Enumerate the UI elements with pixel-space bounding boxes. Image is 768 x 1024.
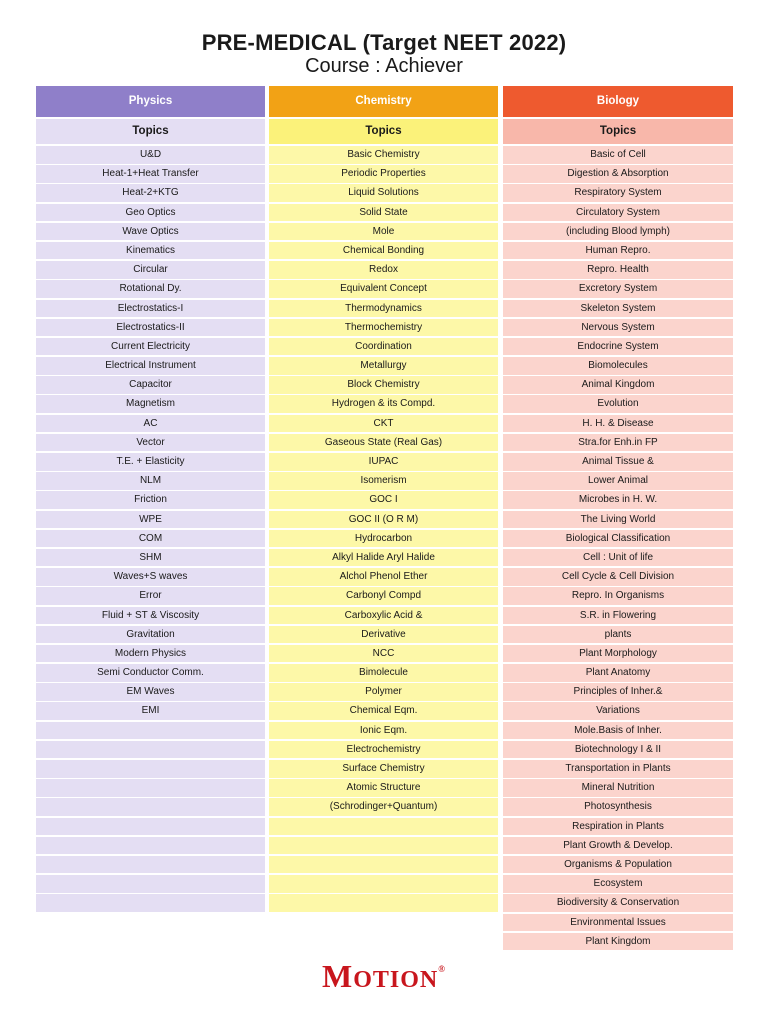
topic-cell: U&D xyxy=(36,146,265,164)
topic-cell xyxy=(269,818,498,836)
topic-cell: Liquid Solutions xyxy=(269,184,498,202)
topic-cell: Chemical Eqm. xyxy=(269,702,498,720)
topic-cell xyxy=(36,779,265,797)
topic-cell: Thermochemistry xyxy=(269,319,498,337)
topic-cell: EM Waves xyxy=(36,683,265,701)
topic-cell: Metallurgy xyxy=(269,357,498,375)
topic-cell: Friction xyxy=(36,491,265,509)
topic-cell: Waves+S waves xyxy=(36,568,265,586)
chemistry-topic-list xyxy=(269,146,498,912)
topic-cell: Derivative xyxy=(269,626,498,644)
topic-cell: Plant Morphology xyxy=(503,645,733,663)
physics-topic-list xyxy=(36,146,265,912)
topic-cell xyxy=(36,856,265,874)
topic-cell: Heat-1+Heat Transfer xyxy=(36,165,265,183)
topic-cell xyxy=(36,818,265,836)
topic-cell: Digestion & Absorption xyxy=(503,165,733,183)
topic-cell: Animal Kingdom xyxy=(503,376,733,394)
topic-cell: Bimolecule xyxy=(269,664,498,682)
topic-cell: Microbes in H. W. xyxy=(503,491,733,509)
topic-cell: Vector xyxy=(36,434,265,452)
topic-cell: AC xyxy=(36,415,265,433)
topic-cell: Evolution xyxy=(503,395,733,413)
topic-cell: Repro. In Organisms xyxy=(503,587,733,605)
physics-topics-label: Topics xyxy=(36,119,265,144)
topic-cell: Ionic Eqm. xyxy=(269,722,498,740)
topic-cell xyxy=(269,856,498,874)
topic-cell xyxy=(36,722,265,740)
topic-cell: Hydrocarbon xyxy=(269,530,498,548)
chemistry-header: Chemistry xyxy=(269,86,498,117)
topic-cell: The Living World xyxy=(503,511,733,529)
topic-cell: CKT xyxy=(269,415,498,433)
topic-cell: Polymer xyxy=(269,683,498,701)
topic-cell: plants xyxy=(503,626,733,644)
topic-cell: Variations xyxy=(503,702,733,720)
topic-cell: Equivalent Concept xyxy=(269,280,498,298)
topic-cell: Hydrogen & its Compd. xyxy=(269,395,498,413)
topic-cell: (including Blood lymph) xyxy=(503,223,733,241)
topic-cell: Atomic Structure xyxy=(269,779,498,797)
physics-header: Physics xyxy=(36,86,265,117)
motion-logo xyxy=(0,958,768,995)
topic-cell xyxy=(269,837,498,855)
chemistry-topics-label: Topics xyxy=(269,119,498,144)
topic-cell: EMI xyxy=(36,702,265,720)
topic-cell: Photosynthesis xyxy=(503,798,733,816)
topic-cell xyxy=(269,875,498,893)
topic-cell: Coordination xyxy=(269,338,498,356)
logo-initial: M xyxy=(322,958,354,994)
topic-cell: S.R. in Flowering xyxy=(503,607,733,625)
topic-cell: Gravitation xyxy=(36,626,265,644)
topic-cell: Mineral Nutrition xyxy=(503,779,733,797)
topic-cell: Current Electricity xyxy=(36,338,265,356)
topic-cell: Surface Chemistry xyxy=(269,760,498,778)
topic-cell: Error xyxy=(36,587,265,605)
topic-cell: Biomolecules xyxy=(503,357,733,375)
topic-cell: Capacitor xyxy=(36,376,265,394)
chemistry-column xyxy=(269,86,498,914)
topic-cell: Ecosystem xyxy=(503,875,733,893)
topic-cell: Cell : Unit of life xyxy=(503,549,733,567)
topic-cell: Alkyl Halide Aryl Halide xyxy=(269,549,498,567)
topic-cell: (Schrodinger+Quantum) xyxy=(269,798,498,816)
topic-cell: Excretory System xyxy=(503,280,733,298)
topic-cell: T.E. + Elasticity xyxy=(36,453,265,471)
logo-registered-mark: ® xyxy=(438,964,446,974)
topic-cell: Cell Cycle & Cell Division xyxy=(503,568,733,586)
topic-cell: Respiration in Plants xyxy=(503,818,733,836)
topic-cell: NCC xyxy=(269,645,498,663)
topic-cell: Plant Kingdom xyxy=(503,933,733,951)
topic-cell: Carbonyl Compd xyxy=(269,587,498,605)
topic-cell: Redox xyxy=(269,261,498,279)
topic-cell: Rotational Dy. xyxy=(36,280,265,298)
topic-cell xyxy=(269,894,498,912)
topic-cell: GOC II (O R M) xyxy=(269,511,498,529)
topic-cell: Stra.for Enh.in FP xyxy=(503,434,733,452)
topic-cell: Gaseous State (Real Gas) xyxy=(269,434,498,452)
topic-cell: Circulatory System xyxy=(503,204,733,222)
topic-cell: Chemical Bonding xyxy=(269,242,498,260)
topic-cell: Kinematics xyxy=(36,242,265,260)
biology-column xyxy=(503,86,733,952)
topic-cell: Mole.Basis of Inher. xyxy=(503,722,733,740)
topic-cell: Thermodynamics xyxy=(269,300,498,318)
topic-cell: Biotechnology I & II xyxy=(503,741,733,759)
topic-cell: Respiratory System xyxy=(503,184,733,202)
topic-cell: Biological Classification xyxy=(503,530,733,548)
topic-cell: Biodiversity & Conservation xyxy=(503,894,733,912)
topic-cell: Wave Optics xyxy=(36,223,265,241)
logo-text: OTION xyxy=(353,967,439,993)
topic-cell: Electrostatics-II xyxy=(36,319,265,337)
topic-cell: Magnetism xyxy=(36,395,265,413)
topic-cell xyxy=(36,894,265,912)
topic-cell: Skeleton System xyxy=(503,300,733,318)
topic-cell: Plant Anatomy xyxy=(503,664,733,682)
topic-cell xyxy=(36,837,265,855)
topic-cell: Human Repro. xyxy=(503,242,733,260)
topic-cell: Solid State xyxy=(269,204,498,222)
topic-cell: Organisms & Population xyxy=(503,856,733,874)
topic-cell: H. H. & Disease xyxy=(503,415,733,433)
topic-cell: Repro. Health xyxy=(503,261,733,279)
topic-cell: Isomerism xyxy=(269,472,498,490)
biology-topics-label: Topics xyxy=(503,119,733,144)
topic-cell: Circular xyxy=(36,261,265,279)
topic-cell: Endocrine System xyxy=(503,338,733,356)
topic-cell: Geo Optics xyxy=(36,204,265,222)
topic-cell: Periodic Properties xyxy=(269,165,498,183)
page-title: PRE-MEDICAL (Target NEET 2022) xyxy=(201,30,567,55)
topic-cell: Carboxylic Acid & xyxy=(269,607,498,625)
topic-cell: GOC I xyxy=(269,491,498,509)
topic-cell: Mole xyxy=(269,223,498,241)
topic-cell: Basic of Cell xyxy=(503,146,733,164)
topic-cell: Electrostatics-I xyxy=(36,300,265,318)
topic-cell: Nervous System xyxy=(503,319,733,337)
topic-cell: SHM xyxy=(36,549,265,567)
topic-cell: Modern Physics xyxy=(36,645,265,663)
course-subtitle: Course : Achiever xyxy=(305,55,463,77)
topic-cell: Alchol Phenol Ether xyxy=(269,568,498,586)
topic-cell: Principles of Inher.& xyxy=(503,683,733,701)
topic-cell: Electrochemistry xyxy=(269,741,498,759)
topic-cell xyxy=(36,798,265,816)
topic-cell: Environmental Issues xyxy=(503,914,733,932)
topic-cell: Transportation in Plants xyxy=(503,760,733,778)
topic-cell: IUPAC xyxy=(269,453,498,471)
topic-cell: Heat-2+KTG xyxy=(36,184,265,202)
biology-topic-list xyxy=(503,146,733,950)
topic-cell: NLM xyxy=(36,472,265,490)
topic-cell: Basic Chemistry xyxy=(269,146,498,164)
topic-cell: Block Chemistry xyxy=(269,376,498,394)
topic-cell: Plant Growth & Develop. xyxy=(503,837,733,855)
topic-cell xyxy=(36,760,265,778)
biology-header: Biology xyxy=(503,86,733,117)
topic-cell: COM xyxy=(36,530,265,548)
topic-cell xyxy=(36,741,265,759)
topic-cell: Electrical Instrument xyxy=(36,357,265,375)
topic-cell: Animal Tissue & xyxy=(503,453,733,471)
topic-cell xyxy=(36,875,265,893)
topic-cell: WPE xyxy=(36,511,265,529)
topic-cell: Lower Animal xyxy=(503,472,733,490)
topic-cell: Fluid + ST & Viscosity xyxy=(36,607,265,625)
topic-cell: Semi Conductor Comm. xyxy=(36,664,265,682)
physics-column xyxy=(36,86,265,914)
